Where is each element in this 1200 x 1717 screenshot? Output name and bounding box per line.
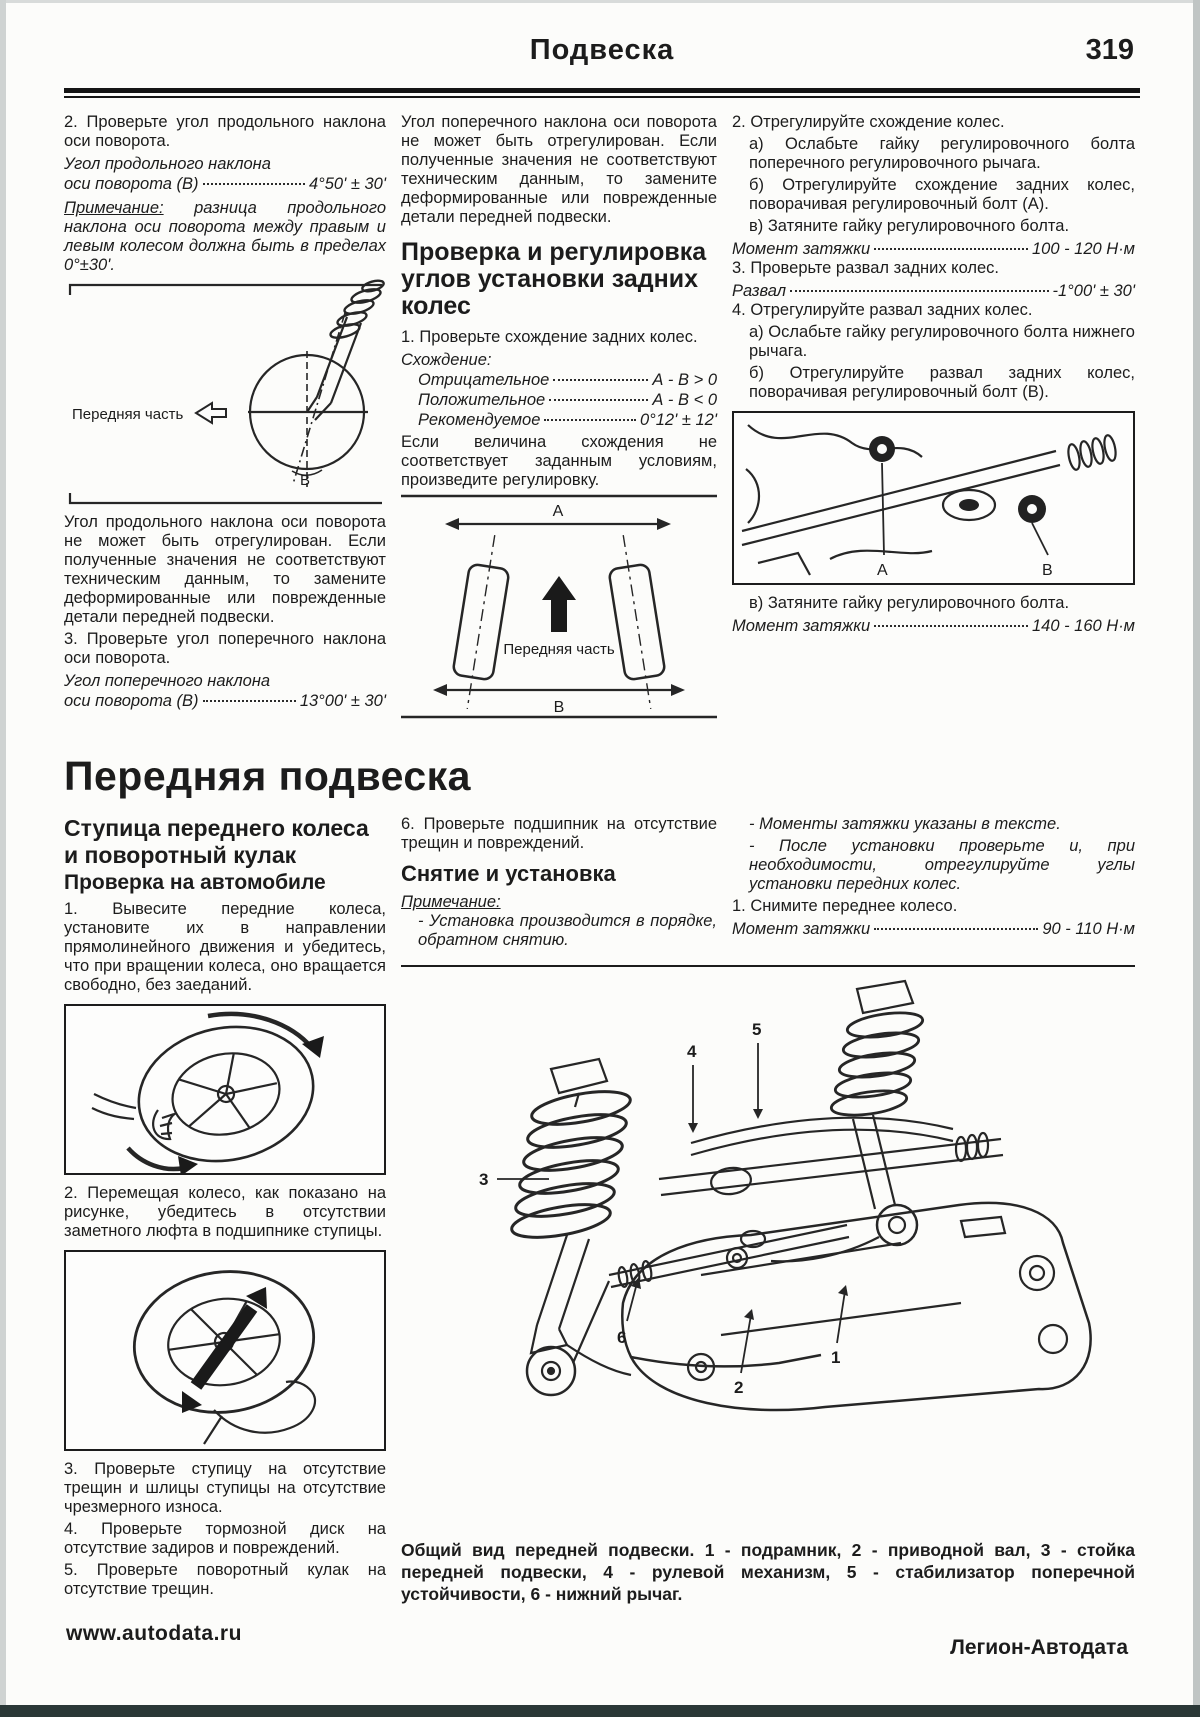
strut-body bbox=[307, 317, 361, 420]
dotted-leader bbox=[549, 399, 648, 401]
hand-sketch bbox=[92, 1094, 176, 1139]
caster-spec bbox=[64, 174, 386, 194]
step-check-bearing: 6. Проверьте подшипник на отсутствие трещин и повреждений. bbox=[401, 815, 717, 852]
strut-spring bbox=[329, 279, 385, 340]
front-column-2 bbox=[401, 815, 717, 953]
front-column-3 bbox=[732, 815, 1135, 953]
toe-negative-spec bbox=[401, 370, 717, 390]
subframe bbox=[622, 1203, 1090, 1410]
dimension-a-label: А bbox=[552, 503, 564, 520]
step-camber-check: 3. Проверьте развал задних колес. bbox=[732, 259, 1000, 277]
bolt-a-label: А bbox=[877, 562, 888, 579]
substep-a2: а) Ослабьте гайку регулировочного болта нижнего рычага. bbox=[749, 323, 1135, 360]
front-arrow-icon bbox=[196, 403, 226, 423]
front-arrow-icon bbox=[542, 576, 576, 632]
torque-spec-1 bbox=[732, 239, 1135, 259]
lower-arm bbox=[631, 1355, 821, 1366]
note-label: Примечание: bbox=[64, 199, 164, 217]
step-caster-check: 2. Проверьте угол продольного наклона оси поворота. bbox=[64, 113, 386, 150]
dotted-leader bbox=[203, 700, 296, 702]
toe-measurement-figure bbox=[401, 494, 717, 719]
dotted-leader bbox=[553, 379, 648, 381]
substep-b2: б) Отрегулируйте развал задних колес, поворачивая регулировочный болт (В). bbox=[749, 364, 1135, 401]
arrowhead bbox=[445, 518, 459, 530]
kingpin-spec-line1: Угол поперечного наклона bbox=[64, 672, 271, 690]
page-number: 319 bbox=[1085, 34, 1134, 66]
figure-frame-bottom bbox=[70, 493, 382, 503]
wheel-play-figure bbox=[64, 1250, 386, 1451]
toe-positive-value: А - В < 0 bbox=[652, 391, 717, 409]
dotted-leader bbox=[874, 248, 1028, 250]
torque-value: 140 - 160 Н·м bbox=[1031, 617, 1135, 635]
front-suspension-heading: Передняя подвеска bbox=[64, 753, 471, 799]
callout-2: 2 bbox=[734, 1378, 744, 1397]
caster-angle-label: В bbox=[300, 472, 311, 489]
step-toe-adjust: 2. Отрегулируйте схождение колес. bbox=[732, 113, 1005, 131]
caster-angle-figure bbox=[64, 279, 386, 509]
camber-spec bbox=[732, 281, 1135, 301]
rotation-arrow-bottom bbox=[128, 1148, 184, 1169]
page-content bbox=[64, 34, 1140, 1605]
control-arm-bar bbox=[742, 451, 1060, 545]
arrowhead bbox=[657, 518, 671, 530]
toe-spec-title: Схождение: bbox=[401, 351, 492, 369]
figure-frame-top bbox=[70, 285, 382, 295]
scan-edge-bottom bbox=[0, 1705, 1200, 1717]
caster-spec-label: оси поворота (В) bbox=[64, 175, 199, 193]
page-title: Подвеска bbox=[529, 34, 675, 66]
substep-v: в) Затяните гайку регулировочного болта. bbox=[749, 217, 1070, 235]
steering-rack bbox=[659, 1133, 1003, 1196]
wheel-rotation-figure bbox=[64, 1004, 386, 1175]
callout-6: 6 bbox=[617, 1328, 627, 1347]
step-remove-wheel: 1. Снимите переднее колесо. bbox=[732, 897, 958, 915]
dotted-leader bbox=[203, 183, 305, 185]
callout-1: 1 bbox=[831, 1348, 841, 1367]
toe-negative-label: Отрицательное bbox=[418, 371, 550, 389]
rotation-arrow-top bbox=[208, 1014, 312, 1048]
camber-label: Развал bbox=[732, 282, 787, 300]
torque-spec-wheel bbox=[732, 919, 1135, 939]
kingpin-spec-label: оси поворота (В) bbox=[64, 692, 199, 710]
note-label: Примечание: bbox=[401, 893, 501, 911]
top-column-2 bbox=[401, 113, 717, 723]
bolt-b-label: В bbox=[1042, 562, 1053, 579]
front-column-1 bbox=[64, 815, 386, 1605]
substep-v2: в) Затяните гайку регулировочного болта. bbox=[749, 594, 1070, 612]
left-hub-knuckle bbox=[527, 1281, 631, 1395]
front-direction-label: Передняя часть bbox=[503, 641, 615, 658]
note-check-alignment: - После установки проверьте и, при необходимости, отрегулируйте углы установки передних колес. bbox=[749, 837, 1135, 893]
right-wheel bbox=[603, 532, 670, 712]
step-camber-adjust: 4. Отрегулируйте развал задних колес. bbox=[732, 301, 1033, 319]
rear-wheel-alignment-heading: Проверка и регулировка углов установки задних колес bbox=[401, 238, 707, 320]
callout-4: 4 bbox=[687, 1042, 697, 1061]
note-text: - Установка производится в порядке, обратном снятию. bbox=[418, 912, 717, 949]
scan-edge-right bbox=[1193, 0, 1200, 1717]
kingpin-spec-value: 13°00' ± 30' bbox=[299, 692, 386, 710]
toe-recommended-value: 0°12' ± 12' bbox=[639, 411, 717, 429]
bushing-center bbox=[959, 499, 979, 511]
note-torques-in-text: - Моменты затяжки указаны в тексте. bbox=[749, 815, 1061, 833]
step-toe-check: 1. Проверьте схождение задних колес. bbox=[401, 328, 698, 346]
hub-knuckle-heading: Ступица переднего колеса и поворотный кулак bbox=[64, 815, 369, 868]
suspension-sketch-line bbox=[748, 425, 922, 457]
front-text-row bbox=[401, 815, 1135, 953]
torque-value: 100 - 120 Н·м bbox=[1031, 240, 1135, 258]
torque-value: 90 - 110 Н·м bbox=[1042, 920, 1135, 938]
note-text: разница продольного наклона оси поворота между правым и левым колесом должна быть в пределах 0°±30'. bbox=[64, 199, 386, 274]
front-direction-label: Передняя часть bbox=[72, 406, 184, 423]
step-check-play: 2. Перемещая колесо, как показано на рисунке, убедитесь в отсутствии заметного люфта в подшипнике ступицы. bbox=[64, 1184, 386, 1240]
footer-publisher: Легион-Автодата bbox=[950, 1636, 1128, 1659]
bolt-center bbox=[877, 444, 887, 454]
arrowhead bbox=[671, 684, 685, 696]
dotted-leader bbox=[874, 625, 1028, 627]
kingpin-not-adjustable-text: Угол поперечного наклона оси поворота не может быть отрегулирован. Если полученные значения не соответствуют техническим данным, то замените деформированные или поврежденные детали передней подвески. bbox=[401, 113, 717, 226]
top-column-3 bbox=[732, 113, 1135, 723]
header-rule bbox=[64, 88, 1140, 98]
caster-note bbox=[64, 199, 386, 275]
dotted-leader bbox=[544, 419, 636, 421]
caster-not-adjustable-text: Угол продольного наклона оси поворота не может быть отрегулирован. Если полученные значения не соответствуют техническим данным, то замените деформированные или поврежденные детали передней подвески. bbox=[64, 513, 386, 626]
torque-label: Момент затяжки bbox=[732, 920, 871, 938]
dotted-leader bbox=[790, 290, 1048, 292]
on-vehicle-check-heading: Проверка на автомобиле bbox=[64, 871, 326, 894]
toe-positive-label: Положительное bbox=[418, 391, 546, 409]
step-raise-wheels: 1. Вывесите передние колеса, установите их в направлении прямолинейного движения и убедитесь, что при вращении колеса, оно вращается свободно, без заеданий. bbox=[64, 900, 386, 994]
step-kingpin-check: 3. Проверьте угол поперечного наклона оси поворота. bbox=[64, 630, 386, 667]
torque-label: Момент затяжки bbox=[732, 617, 871, 635]
bolt-center bbox=[1027, 504, 1037, 514]
play-check-arrow bbox=[196, 1308, 252, 1386]
top-section bbox=[64, 113, 1140, 723]
toe-adjust-note: Если величина схождения не соответствует заданным условиям, произведите регулировку. bbox=[401, 433, 717, 489]
toe-negative-value: А - В > 0 bbox=[652, 371, 717, 389]
callout-3: 3 bbox=[479, 1170, 489, 1189]
rear-adjusting-bolts-figure bbox=[732, 411, 1135, 585]
toe-positive-spec bbox=[401, 390, 717, 410]
arrowhead bbox=[433, 684, 447, 696]
camber-value: -1°00' ± 30' bbox=[1052, 282, 1135, 300]
left-wheel bbox=[447, 532, 514, 712]
step-check-hub: 3. Проверьте ступицу на отсутствие трещин и шлицы ступицы на отсутствие чрезмерного износа. bbox=[64, 1460, 386, 1516]
diagram-caption: Общий вид передней подвески. 1 - подрамник, 2 - приводной вал, 3 - стойка передней подвески, 4 - рулевой механизм, 5 - стабилизатор поперечной устойчивости, 6 - нижний рычаг. bbox=[401, 1540, 1135, 1604]
kingpin-spec bbox=[64, 691, 386, 711]
step-check-knuckle: 5. Проверьте поворотный кулак на отсутствие трещин. bbox=[64, 1561, 386, 1598]
cv-boot bbox=[1066, 434, 1117, 471]
front-right-area bbox=[401, 815, 1135, 1605]
scan-edge-top bbox=[0, 0, 1200, 3]
dimension-b-label: В bbox=[553, 699, 565, 716]
torque-spec-2 bbox=[732, 616, 1135, 636]
toe-recommended-spec bbox=[401, 410, 717, 430]
substep-a: а) Ослабьте гайку регулировочного болта поперечного регулировочного рычага. bbox=[749, 135, 1135, 172]
front-suspension-overview-figure bbox=[401, 965, 1135, 1531]
footer-website: www.autodata.ru bbox=[66, 1622, 242, 1645]
callout-5: 5 bbox=[752, 1020, 762, 1039]
caster-spec-value: 4°50' ± 30' bbox=[308, 175, 386, 193]
dotted-leader bbox=[874, 928, 1038, 930]
caster-spec-line1: Угол продольного наклона bbox=[64, 155, 271, 173]
substep-b: б) Отрегулируйте схождение задних колес, поворачивая регулировочный болт (А). bbox=[749, 176, 1135, 213]
toe-recommended-label: Рекомендуемое bbox=[418, 411, 541, 429]
page-header bbox=[64, 34, 1140, 80]
left-strut bbox=[509, 1059, 632, 1353]
step-check-disc: 4. Проверьте тормозной диск на отсутствие задиров и повреждений. bbox=[64, 1520, 386, 1557]
front-suspension-section bbox=[64, 815, 1140, 1605]
top-column-1 bbox=[64, 113, 386, 723]
scan-edge-left bbox=[0, 0, 6, 1717]
removal-installation-heading: Снятие и установка bbox=[401, 861, 616, 886]
torque-label: Момент затяжки bbox=[732, 240, 871, 258]
